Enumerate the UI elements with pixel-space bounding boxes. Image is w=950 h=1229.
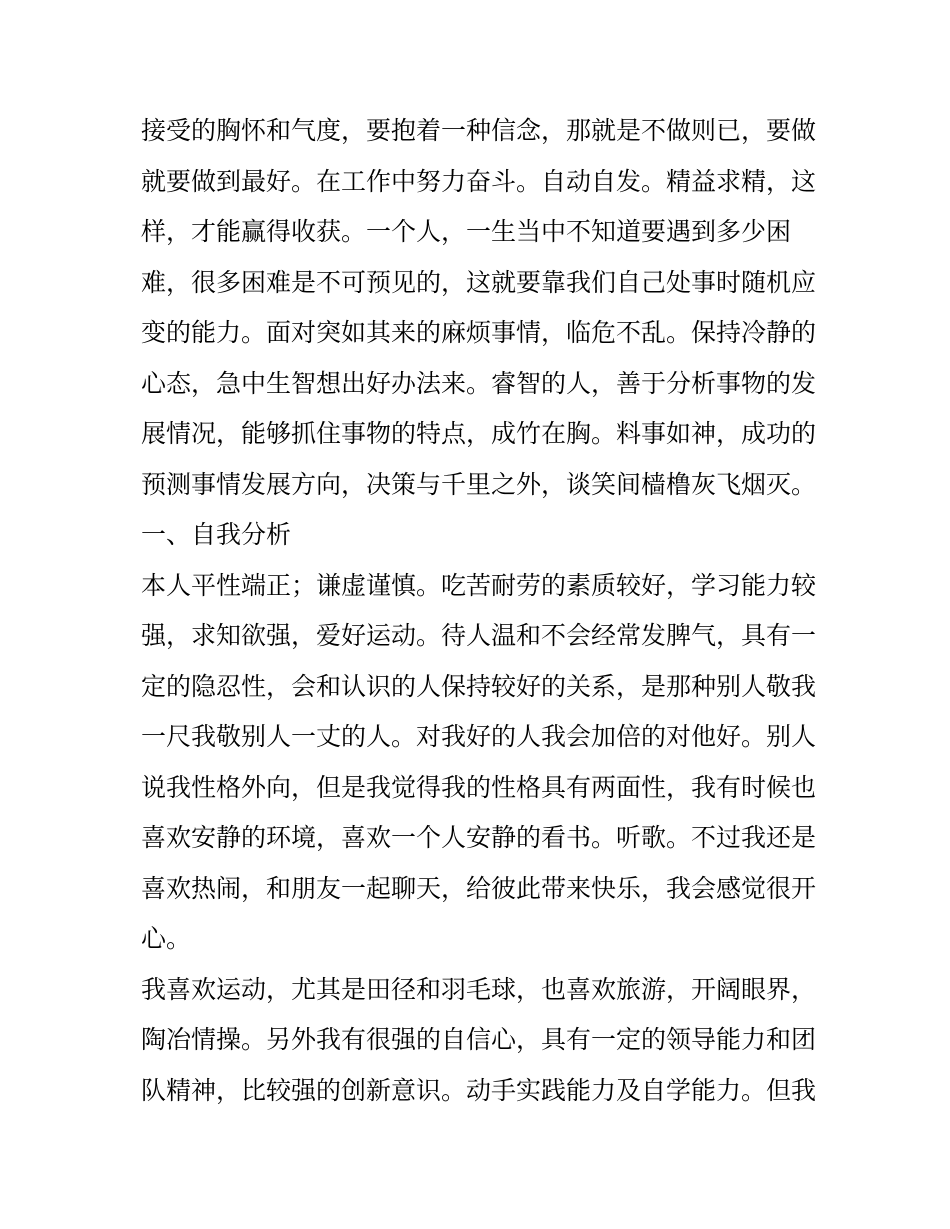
text-line: 喜欢热闹，和朋友一起聊天，给彼此带来快乐，我会感觉很开 bbox=[141, 873, 817, 903]
text-line: 我喜欢运动，尤其是田径和羽毛球，也喜欢旅游，开阔眼界， bbox=[141, 974, 817, 1004]
text-line: 喜欢安静的环境，喜欢一个人安静的看书。听歌。不过我还是 bbox=[141, 823, 817, 852]
text-line: 展情况，能够抓住事物的特点，成竹在胸。料事如神，成功的 bbox=[141, 419, 817, 448]
text-line: 心。 bbox=[141, 924, 192, 953]
text-line: 就要做到最好。在工作中努力奋斗。自动自发。精益求精，这 bbox=[141, 166, 817, 196]
text-line: 说我性格外向，但是我觉得我的性格具有两面性，我有时候也 bbox=[141, 772, 817, 802]
text-line: 样，才能赢得收获。一个人，一生当中不知道要遇到多少困 bbox=[141, 217, 792, 246]
text-line: 陶冶情操。另外我有很强的自信心，具有一定的领导能力和团 bbox=[141, 1025, 817, 1054]
text-line: 一尺我敬别人一丈的人。对我好的人我会加倍的对他好。别人 bbox=[141, 722, 817, 751]
text-line: 强，求知欲强，爱好运动。待人温和不会经常发脾气，具有一 bbox=[141, 621, 817, 650]
text-line: 变的能力。面对突如其来的麻烦事情，临危不乱。保持冷静的 bbox=[141, 318, 817, 347]
text-line: 心态，急中生智想出好办法来。睿智的人，善于分析事物的发 bbox=[141, 368, 817, 398]
text-line: 预测事情发展方向，决策与千里之外，谈笑间樯橹灰飞烟灭。 bbox=[141, 469, 817, 499]
text-line: 难，很多困难是不可预见的，这就要靠我们自己处事时随机应 bbox=[141, 267, 817, 297]
text-line: 本人平性端正；谦虚谨慎。吃苦耐劳的素质较好，学习能力较 bbox=[141, 570, 817, 600]
text-line: 队精神，比较强的创新意识。动手实践能力及自学能力。但我 bbox=[141, 1075, 817, 1105]
section-heading: 一、自我分析 bbox=[141, 520, 292, 549]
text-line: 定的隐忍性，会和认识的人保持较好的关系，是那种别人敬我 bbox=[141, 671, 817, 701]
text-line: 接受的胸怀和气度，要抱着一种信念，那就是不做则已，要做 bbox=[141, 116, 817, 145]
document-body bbox=[141, 106, 816, 1116]
